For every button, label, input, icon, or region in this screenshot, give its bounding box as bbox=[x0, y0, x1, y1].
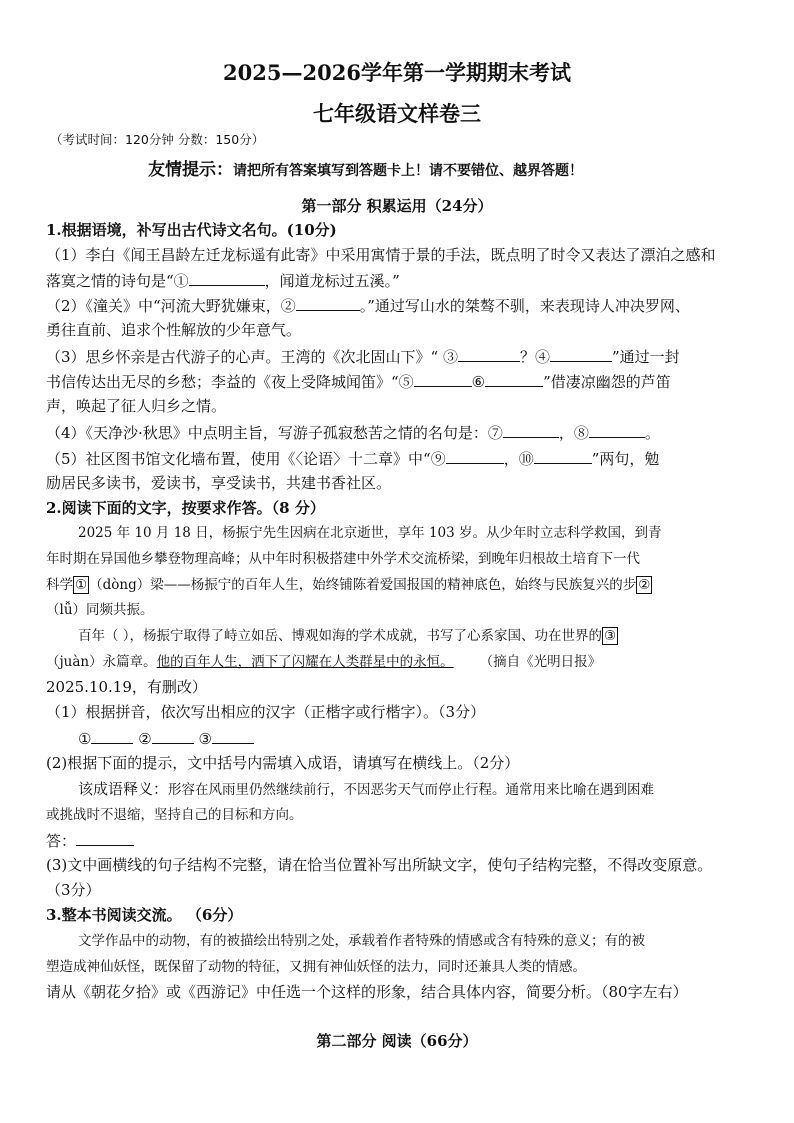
answer-label: 答： bbox=[46, 832, 77, 850]
q1-text: ，闻道龙标过五溪。” bbox=[264, 272, 400, 290]
part1-heading: 第一部分 积累运用（24分） bbox=[301, 197, 493, 215]
q1-text: 。”通过写山水的桀骜不驯，来表现诗人冲决罗网、 bbox=[359, 297, 690, 315]
q1-line bbox=[46, 295, 690, 316]
part2-heading: 第二部分 阅读（66分） bbox=[316, 1032, 478, 1050]
q2-passage-line bbox=[78, 626, 618, 646]
q2-answer-line bbox=[46, 830, 134, 851]
exam-title: 2025—2026学年第一学期期末考试 bbox=[223, 60, 571, 85]
answer-blank bbox=[503, 422, 559, 438]
q1-text: ⑥ bbox=[471, 373, 486, 391]
explain-text: 形容在风雨里仍然继续前行，不因恶劣天气而停止行程。通常用来比喻在遇到困难 bbox=[168, 782, 655, 798]
passage-text: （dòng）梁——杨振宁的百年人生，始终铺陈着爱国报国的精神底色，始终与民族复兴的步 bbox=[89, 577, 637, 593]
answer-blank bbox=[458, 346, 520, 362]
q1-text: ？④ bbox=[519, 348, 550, 366]
answer-number: ③ bbox=[198, 730, 212, 748]
answer-blank bbox=[550, 346, 612, 362]
q1-text: （5）社区图书馆文化墙布置，使用《〈论语〉十二章》中“⑨ bbox=[46, 450, 446, 468]
q2-sub1-answers bbox=[78, 728, 254, 749]
passage-text: （juàn）永篇章。 bbox=[46, 654, 157, 670]
answer-number: ② bbox=[138, 730, 152, 748]
q2-passage-line: 2025 年 10 月 18 日，杨振宁先生因病在北京逝世，享年 103 岁。从少年时立志科学救国，到青 bbox=[78, 525, 662, 541]
answer-blank bbox=[152, 728, 194, 744]
tip-text: 请把所有答案填写到答题卡上！请不要错位、越界答题！ bbox=[233, 163, 583, 179]
exam-subtitle: 七年级语文样卷三 bbox=[313, 101, 481, 126]
q1-text: 落寞之情的诗句是“① bbox=[46, 272, 189, 290]
answer-blank bbox=[589, 422, 645, 438]
q1-text: （4）《天净沙·秋思》中点明主旨，写游子孤寂愁苦之情的名句是：⑦ bbox=[46, 424, 503, 442]
tip-label: 友情提示： bbox=[148, 160, 233, 180]
blank-marker: ③ bbox=[604, 628, 617, 644]
answer-blank bbox=[534, 448, 592, 464]
q1-line: 励居民多读书，爱读书，享受读书，共建书香社区。 bbox=[46, 474, 392, 492]
q1-text: （2）《潼关》中“河流大野犹嫌束，② bbox=[46, 297, 296, 315]
exam-info: （考试时间：120分钟 分数：150分） bbox=[50, 132, 265, 147]
q2-title: 2.阅读下面的文字，按要求作答。（8 分） bbox=[46, 499, 325, 517]
passage-text: 科学 bbox=[46, 577, 73, 593]
answer-blank bbox=[76, 830, 134, 846]
q1-line bbox=[46, 422, 660, 443]
q2-sub2: (2)根据下面的提示，文中括号内需填入成语，请填写在横线上。（2分） bbox=[46, 754, 520, 772]
q3-passage-line: 塑造成神仙妖怪，既保留了动物的特征，又拥有神仙妖怪的法力，同时还兼具人类的情感。 bbox=[46, 959, 586, 975]
blank-marker: ① bbox=[75, 577, 88, 593]
q2-sub3: (3)文中画横线的句子结构不完整，请在恰当位置补写出所缺文字，使句子结构完整，不得改变原意。 bbox=[46, 856, 713, 874]
q2-sub3-score: （3分） bbox=[46, 881, 101, 899]
q1-line bbox=[46, 371, 671, 392]
q1-text: ，⑧ bbox=[558, 424, 589, 442]
q1-line bbox=[46, 448, 659, 469]
q2-passage-line bbox=[46, 575, 652, 595]
q1-line: 勇往直前、追求个性解放的少年意气。 bbox=[46, 321, 302, 339]
q2-explain-line: 或挑战时不退缩，坚持自己的目标和方向。 bbox=[46, 807, 303, 823]
q1-text: 。 bbox=[644, 424, 660, 442]
q1-text: 书信传达出无尽的乡愁；李益的《夜上受降城闻笛》“⑤ bbox=[46, 373, 414, 391]
answer-blank bbox=[446, 448, 504, 464]
q1-line bbox=[46, 270, 400, 291]
answer-blank bbox=[91, 728, 133, 744]
passage-text: 百年（ ），杨振宁取得了峙立如岳、博观如海的学术成就，书写了心系家国、功在世界的 bbox=[78, 628, 603, 644]
answer-blank bbox=[189, 270, 265, 286]
q3-title: 3.整本书阅读交流。 （6分） bbox=[46, 906, 243, 924]
underlined-sentence: 他的百年人生，洒下了闪耀在人类群星中的永恒。 bbox=[156, 654, 454, 670]
answer-number: ① bbox=[78, 730, 92, 748]
q1-text: （3）思乡怀亲是古代游子的心声。王湾的《次北固山下》“ ③ bbox=[46, 348, 458, 366]
q2-passage-line bbox=[46, 652, 601, 672]
q2-passage-line: （lǚ）同频共振。 bbox=[46, 602, 154, 618]
blank-marker: ② bbox=[638, 577, 651, 593]
q1-text: ”两句，勉 bbox=[591, 450, 660, 468]
answer-blank bbox=[296, 295, 360, 311]
answer-blank bbox=[212, 728, 254, 744]
q2-sub1: （1）根据拼音，依次写出相应的汉字（正楷字或行楷字）。（3分） bbox=[46, 703, 486, 721]
q1-text: ”借凄凉幽怨的芦笛 bbox=[543, 373, 671, 391]
q3-passage-line: 文学作品中的动物，有的被描绘出特别之处，承载着作者特殊的情感或含有特殊的意义；有的被 bbox=[78, 933, 645, 949]
explain-label: 该成语释义： bbox=[78, 780, 169, 798]
q3-prompt: 请从《朝花夕拾》或《西游记》中任选一个这样的形象，结合具体内容，简要分析。（80字左右） bbox=[46, 983, 688, 1001]
answer-blank bbox=[485, 371, 543, 387]
answer-blank bbox=[414, 371, 472, 387]
q2-source-date: 2025.10.19，有删改） bbox=[46, 678, 207, 696]
tip-line bbox=[148, 160, 583, 181]
q1-line: 声，唤起了征人归乡之情。 bbox=[46, 397, 227, 415]
q1-line bbox=[46, 346, 680, 367]
q2-explain-line bbox=[78, 779, 654, 800]
source-note: （摘自《光明日报》 bbox=[479, 654, 602, 670]
q1-line: （1）李白《闻王昌龄左迁龙标遥有此寄》中采用寓情于景的手法，既点明了时令又表达了漂泊之感和 bbox=[46, 246, 716, 264]
q1-text: ，⑩ bbox=[503, 450, 534, 468]
q1-text: ”通过一封 bbox=[612, 348, 680, 366]
q2-passage-line: 年时期在异国他乡攀登物理高峰；从中年时积极搭建中外学术交流桥梁，到晚年归根故土培育下一代 bbox=[46, 551, 640, 567]
q1-title: 1.根据语境，补写出古代诗文名句。(10分) bbox=[46, 221, 337, 239]
